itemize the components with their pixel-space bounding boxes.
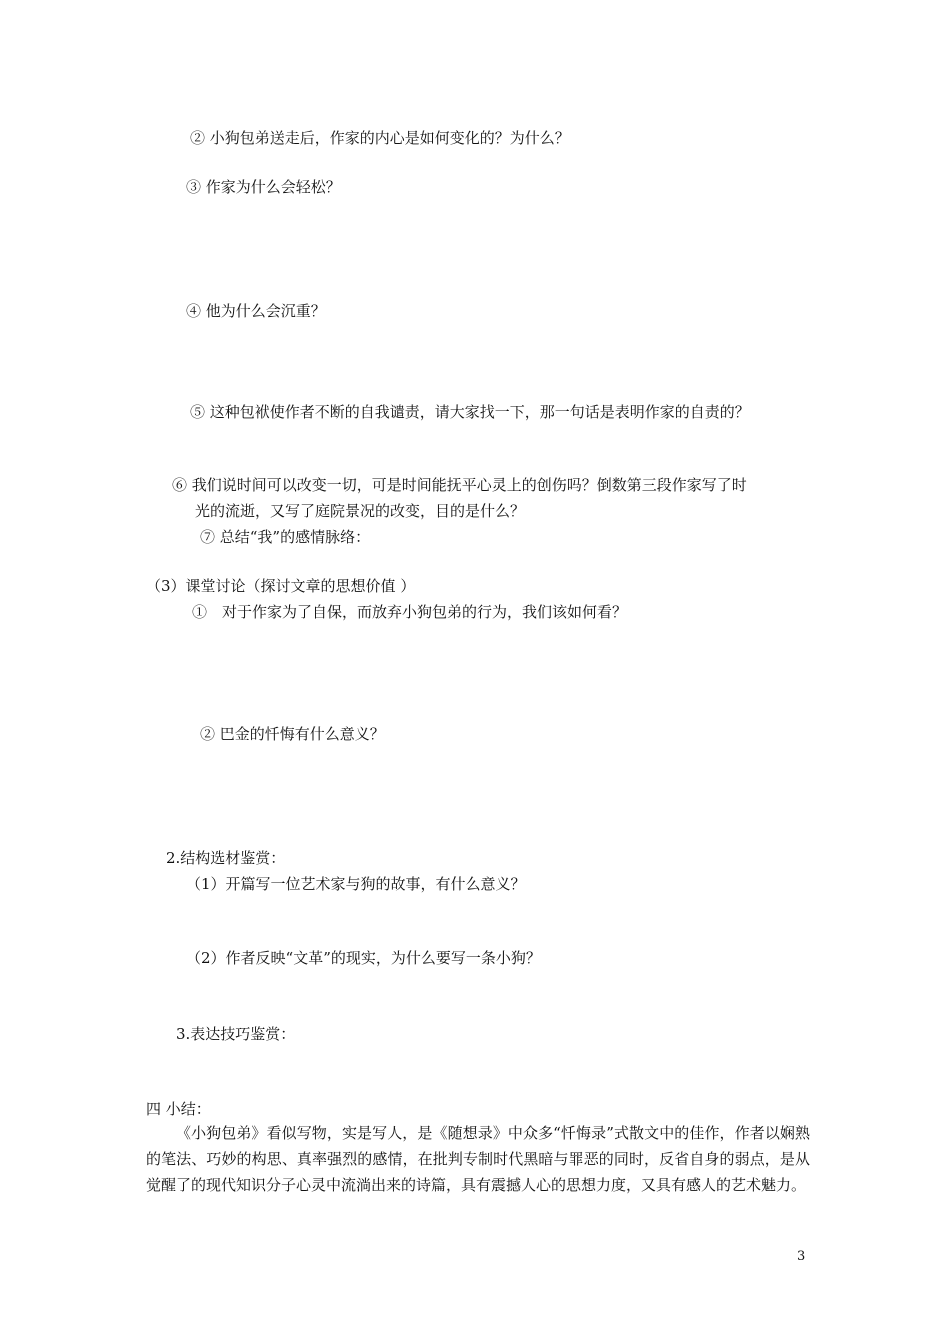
page-number: 3: [797, 1249, 806, 1264]
question-4: ④ 他为什么会沉重？: [186, 302, 326, 320]
question-5: ⑤ 这种包袱使作者不断的自我谴责，请大家找一下，那一句话是表明作家的自责的？: [190, 403, 750, 421]
technique-heading: 3.表达技巧鉴赏：: [176, 1025, 296, 1043]
structure-heading: 2.结构选材鉴赏：: [166, 849, 286, 867]
question-7: ⑦ 总结“我”的感情脉络：: [200, 528, 371, 546]
summary-heading: 四 小结：: [146, 1100, 211, 1118]
structure-item-2: （2）作者反映“文革”的现实，为什么要写一条小狗？: [186, 949, 541, 967]
question-2: ② 小狗包弟送走后，作家的内心是如何变化的？为什么？: [190, 129, 570, 147]
question-6-line-1: ⑥ 我们说时间可以改变一切，可是时间能抚平心灵上的创伤吗？倒数第三段作家写了时: [172, 476, 747, 494]
question-6-line-2: 光的流逝，又写了庭院景况的改变，目的是什么？: [195, 502, 526, 520]
question-3: ③ 作家为什么会轻松？: [186, 178, 341, 196]
structure-item-1: （1）开篇写一位艺术家与狗的故事，有什么意义？: [186, 875, 526, 893]
discussion-item-2: ② 巴金的忏悔有什么意义？: [200, 725, 385, 743]
discussion-item-1: ① 对于作家为了自保，而放弃小狗包弟的行为，我们该如何看？: [192, 603, 628, 621]
discussion-heading: （3）课堂讨论（探讨文章的思想价值 ）: [146, 577, 416, 595]
summary-body: 《小狗包弟》看似写物，实是写人，是《随想录》中众多“忏悔录”式散文中的佳作，作者以娴熟的笔法、巧妙的构思、真率强烈的感情，在批判专制时代黑暗与罪恶的同时，反省自身的弱点，是从觉醒了的现代知识分子心灵中流淌出来的诗篇，具有震撼人心的思想力度，又具有感人的艺术魅力。: [146, 1124, 810, 1194]
